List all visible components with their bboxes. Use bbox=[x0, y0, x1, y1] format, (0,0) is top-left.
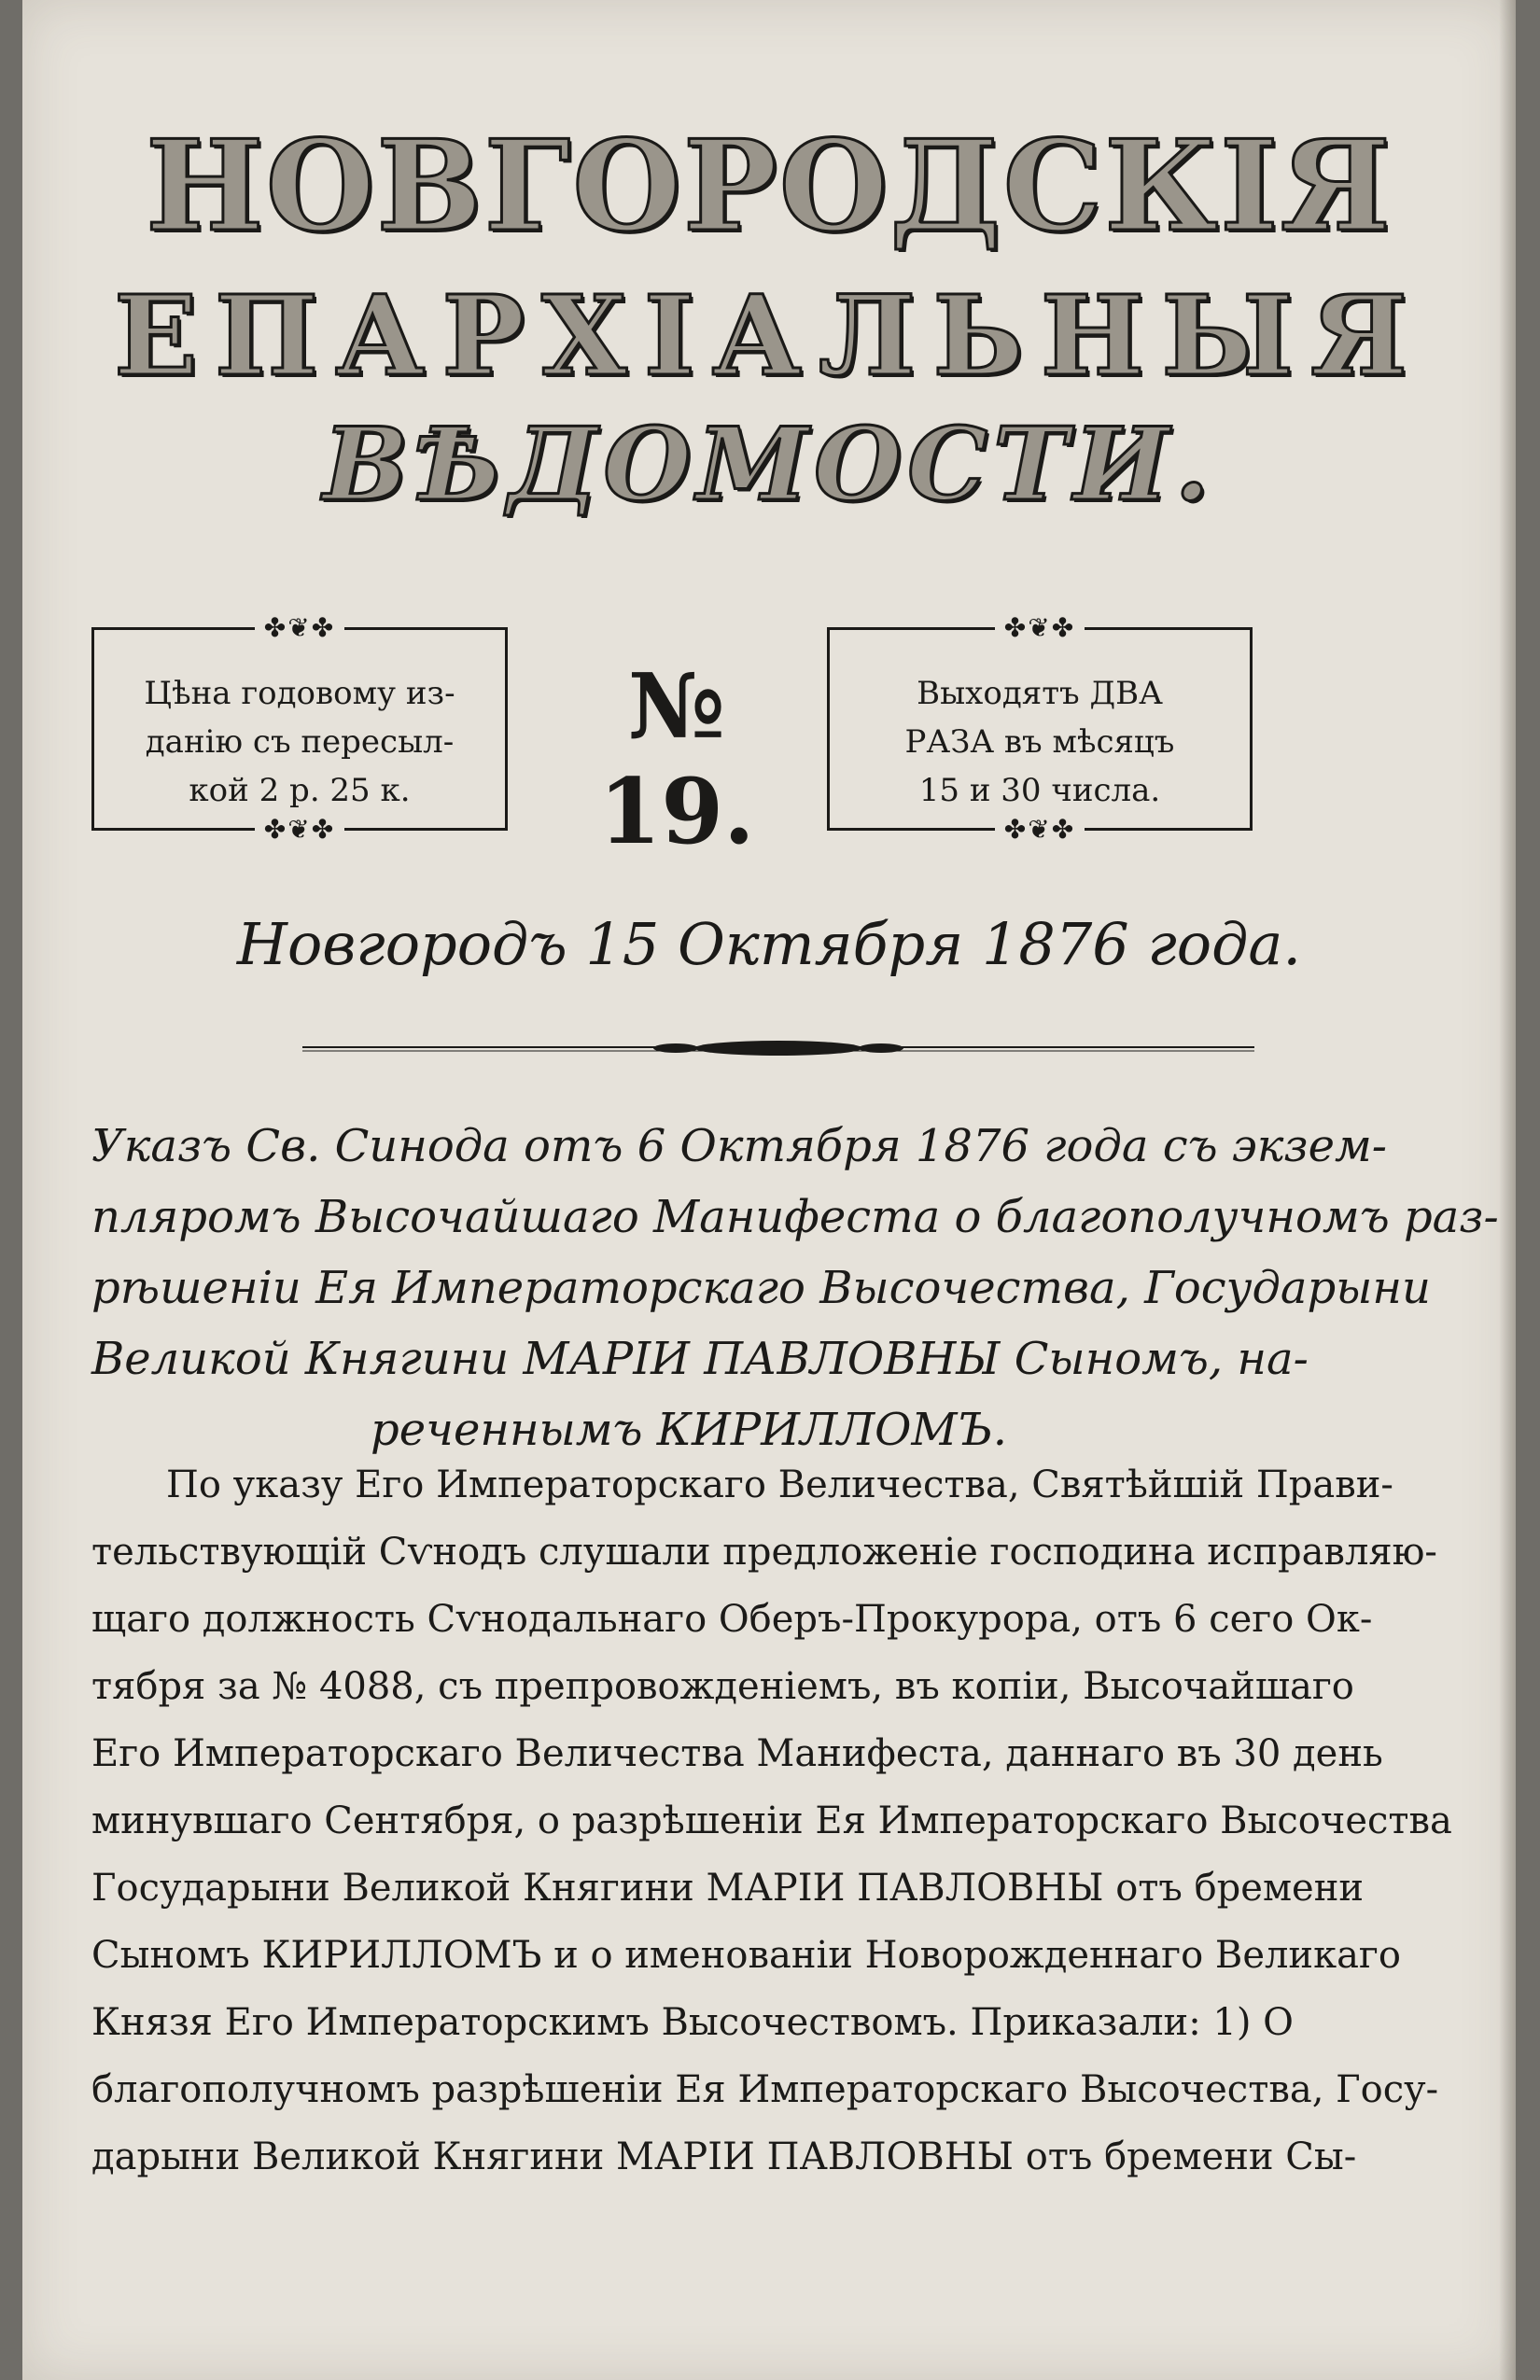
masthead-line-3: ВѢДОМОСТИ. bbox=[322, 406, 1216, 524]
title-line: реченнымъ КИРИЛЛОМЪ. bbox=[371, 1404, 1007, 1456]
schedule-line-2: РАЗА въ мѣсяцъ bbox=[904, 723, 1175, 761]
masthead-line-2: ЕПАРХІАЛЬНЫЯ bbox=[113, 271, 1425, 400]
ornament-top: ✤❦✤ bbox=[830, 615, 1250, 641]
price-line-3: кой 2 р. 25 к. bbox=[189, 772, 411, 809]
body-line: Князя Его Императорскимъ Высочествомъ. Приказали: 1) О bbox=[91, 2001, 1294, 2044]
body-line: Сыномъ КИРИЛЛОМЪ и о именованіи Новорожденнаго Великаго bbox=[91, 1934, 1401, 1977]
body-line: щаго должность Сѵнодальнаго Оберъ-Прокурора, отъ 6 сего Ок- bbox=[91, 1598, 1373, 1641]
masthead-line-1: НОВГОРОДСКІЯ bbox=[146, 112, 1393, 259]
ornament-top: ✤❦✤ bbox=[94, 615, 505, 641]
schedule-box bbox=[827, 612, 1253, 845]
ornament-bottom: ✤❦✤ bbox=[94, 817, 505, 843]
price-box bbox=[91, 612, 508, 845]
schedule-line-3: 15 и 30 числа. bbox=[918, 772, 1161, 809]
body-line: Государыни Великой Княгини МАРІИ ПАВЛОВНЫ отъ бремени bbox=[91, 1867, 1365, 1910]
body-line: тельствующій Сѵнодъ слушали предложеніе господина исправляю- bbox=[91, 1531, 1437, 1574]
article-title bbox=[91, 1111, 1499, 1465]
price-line-1: Цѣна годовому из- bbox=[144, 675, 455, 712]
price-line-2: данію съ пересыл- bbox=[145, 723, 455, 761]
body-line: тября за № 4088, съ препровожденіемъ, въ копіи, Высочайшаго bbox=[91, 1665, 1354, 1708]
ornament-bottom: ✤❦✤ bbox=[830, 817, 1250, 843]
title-line: Великой Княгини МАРІИ ПАВЛОВНЫ Сыномъ, на- bbox=[91, 1333, 1309, 1385]
title-line: пляромъ Высочайшаго Манифеста о благополучномъ раз- bbox=[91, 1191, 1499, 1243]
title-line: Указъ Св. Синода отъ 6 Октября 1876 года съ экзем- bbox=[91, 1120, 1388, 1172]
dateline: Новгородъ 15 Октября 1876 года. bbox=[236, 910, 1302, 978]
schedule-line-1: Выходятъ ДВА bbox=[917, 675, 1163, 712]
issue-number: № 19. bbox=[598, 653, 755, 864]
body-line: дарыни Великой Княгини МАРІИ ПАВЛОВНЫ отъ бремени Сы- bbox=[91, 2135, 1357, 2178]
article-body bbox=[91, 1451, 1452, 2191]
body-line: По указу Его Императорскаго Величества, Святѣйшій Прави- bbox=[166, 1463, 1393, 1506]
body-line: благополучномъ разрѣшеніи Ея Императорскаго Высочества, Госу- bbox=[91, 2068, 1439, 2111]
newspaper-page bbox=[22, 0, 1516, 2380]
body-line: минувшаго Сентября, о разрѣшеніи Ея Императорскаго Высочества bbox=[91, 1799, 1452, 1842]
ornamental-rule bbox=[302, 1038, 1254, 1057]
body-line: Его Императорскаго Величества Манифеста, даннаго въ 30 день bbox=[91, 1732, 1383, 1775]
title-line: рѣшеніи Ея Императорскаго Высочества, Государыни bbox=[91, 1262, 1431, 1314]
